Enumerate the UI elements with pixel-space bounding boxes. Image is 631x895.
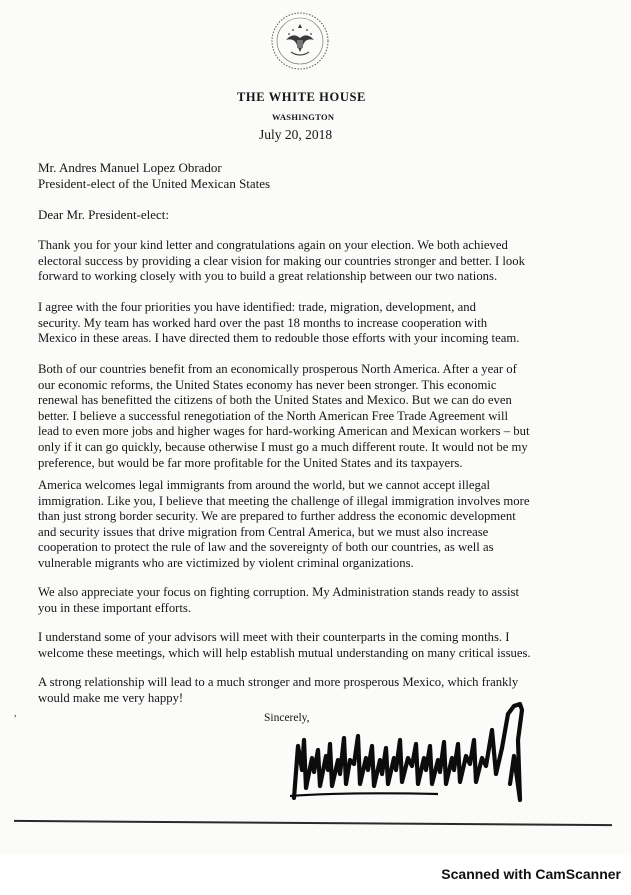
page-bottom-rule <box>14 820 612 826</box>
paragraph-line: I agree with the four priorities you have identified: trade, migration, development, and <box>38 300 476 314</box>
paragraph-line: our economic reforms, the United States economy has never been stronger. This economic <box>38 377 497 392</box>
paragraph-line: A strong relationship will lead to a much stronger and more prosperous Mexico, which frankly <box>38 675 519 689</box>
letterhead-title: THE WHITE HOUSE <box>237 90 366 104</box>
paragraph-line: lead to even more jobs and higher wages for hard-working American and Mexican workers – but <box>38 424 530 439</box>
paragraph-line: I understand some of your advisors will meet with their counterparts in the coming months. I <box>38 630 510 644</box>
paragraph-line: cooperation to protect the rule of law and the sovereignty of both our countries, as well as <box>38 540 494 555</box>
recipient-name: Mr. Andres Manuel Lopez Obrador <box>38 160 222 175</box>
paragraph-line: renewal has benefitted the citizens of both the United States and Mexico. But we can do even <box>38 393 512 408</box>
paragraph-line: security. My team has worked hard over the past 18 months to increase cooperation with <box>38 315 488 330</box>
paragraph-advisors <box>38 630 598 661</box>
paragraph-line: and security issues that drive migration from Central America, but we must also increase <box>38 524 489 539</box>
paragraph-line: welcome these meetings, which will help establish mutual understanding on many critical issues. <box>38 645 531 660</box>
paragraph-thanks <box>38 238 598 285</box>
paragraph-line: Thank you for your kind letter and congratulations again on your election. We both achieved <box>38 238 508 252</box>
recipient-title: President-elect of the United Mexican States <box>38 176 271 191</box>
paragraph-line: immigration. Like you, I believe that meeting the challenge of illegal immigration involves more <box>38 493 530 508</box>
paragraph-line: only if it can go quickly, because otherwise I must go a much different route. It would not be my <box>38 439 528 454</box>
handwritten-signature <box>288 700 536 804</box>
paragraph-line: We also appreciate your focus on fighting corruption. My Administration stands ready to assist <box>38 585 520 599</box>
paragraph-line: Both of our countries benefit from an economically prosperous North America. After a year of <box>38 362 517 376</box>
paragraph-line: would make me very happy! <box>38 690 184 705</box>
presidential-seal-icon <box>269 10 331 72</box>
paragraph-line: Mexico in these areas. I have directed them to redouble those efforts with your incoming team. <box>38 331 520 346</box>
letter-date: July 20, 2018 <box>259 127 333 142</box>
scanner-watermark: Scanned with CamScanner <box>441 866 621 882</box>
salutation: Dear Mr. President-elect: <box>38 207 170 222</box>
paragraph-economy <box>38 362 598 471</box>
paragraph-line: better. I believe a successful renegotiation of the North American Free Trade Agreement will <box>38 408 508 423</box>
paragraph-priorities <box>38 300 598 347</box>
paragraph-corruption <box>38 585 598 616</box>
margin-mark: , <box>14 708 17 719</box>
paragraph-line: you in these important efforts. <box>38 600 192 615</box>
paragraph-line: electoral success by providing a clear vision for making our countries stronger and better. I look <box>38 253 525 268</box>
closing: Sincerely, <box>264 712 310 724</box>
paragraph-line: forward to working closely with you to build a great relationship between our two nations. <box>38 269 498 284</box>
paragraph-line: vulnerable migrants who are victimized by violent criminal organizations. <box>38 555 414 570</box>
paragraph-line: America welcomes legal immigrants from around the world, but we cannot accept illegal <box>38 478 491 492</box>
paragraph-immigration <box>38 478 598 572</box>
paragraph-line: than just strong border security. We are prepared to further address the economic development <box>38 509 516 524</box>
paragraph-line: preference, but would be far more profitable for the United States and its taxpayers. <box>38 455 463 470</box>
letterhead-city: WASHINGTON <box>272 112 335 122</box>
